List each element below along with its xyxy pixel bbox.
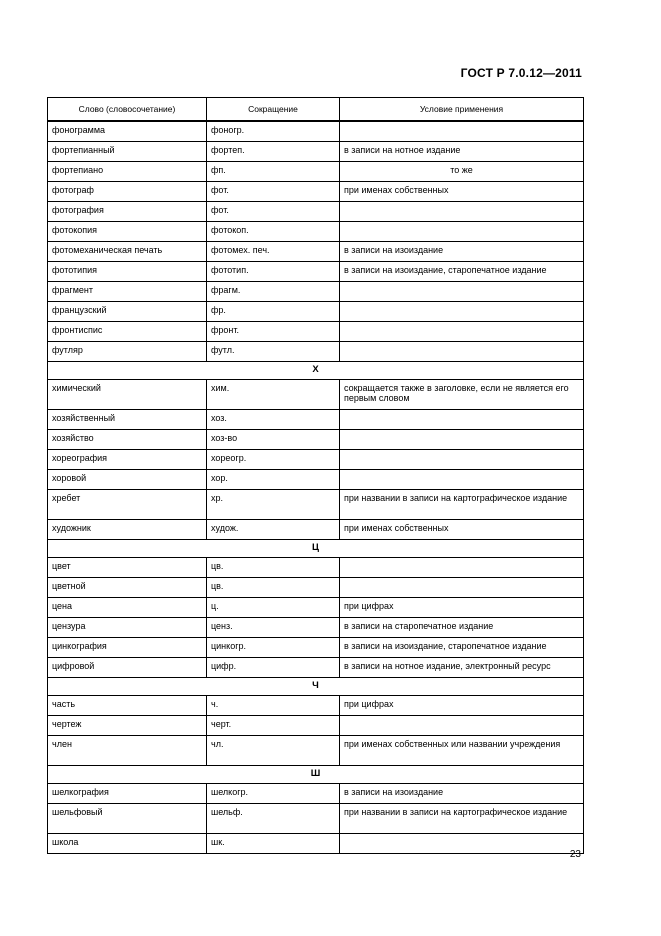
table-row [48, 618, 584, 638]
section-letter: Х [48, 362, 584, 380]
table-row [48, 242, 584, 262]
cell-word: цена [48, 598, 207, 618]
table-row [48, 322, 584, 342]
cell-condition: в записи на нотное издание [340, 142, 584, 162]
letter-section-row [48, 540, 584, 558]
table-row [48, 736, 584, 766]
section-letter: Ц [48, 540, 584, 558]
table-row [48, 804, 584, 834]
column-header-condition: Условие применения [340, 98, 584, 122]
table-header [48, 98, 584, 122]
table-row [48, 182, 584, 202]
cell-abbreviation: футл. [207, 342, 340, 362]
cell-abbreviation: чл. [207, 736, 340, 766]
cell-condition [340, 222, 584, 242]
table-row [48, 784, 584, 804]
page-number: 23 [569, 849, 581, 860]
cell-abbreviation: фот. [207, 202, 340, 222]
table-row [48, 410, 584, 430]
table-row [48, 222, 584, 242]
cell-word: цензура [48, 618, 207, 638]
cell-condition: в записи на изоиздание [340, 784, 584, 804]
cell-abbreviation: фронт. [207, 322, 340, 342]
cell-abbreviation: хор. [207, 470, 340, 490]
cell-condition [340, 302, 584, 322]
cell-condition: при цифрах [340, 696, 584, 716]
abbreviations-table [47, 97, 584, 854]
table-body [48, 121, 584, 854]
cell-condition: при именах собственных [340, 520, 584, 540]
table-row [48, 638, 584, 658]
cell-condition [340, 558, 584, 578]
cell-word: хоровой [48, 470, 207, 490]
cell-abbreviation: худож. [207, 520, 340, 540]
cell-abbreviation: фп. [207, 162, 340, 182]
table-row [48, 598, 584, 618]
cell-abbreviation: шк. [207, 834, 340, 854]
cell-word: хозяйственный [48, 410, 207, 430]
cell-condition: то же [340, 162, 584, 182]
cell-word: цвет [48, 558, 207, 578]
cell-condition: в записи на изоиздание [340, 242, 584, 262]
letter-section-row [48, 766, 584, 784]
column-header-word: Слово (словосочетание) [48, 98, 207, 122]
cell-word: чертеж [48, 716, 207, 736]
cell-abbreviation: фрагм. [207, 282, 340, 302]
cell-abbreviation: фототип. [207, 262, 340, 282]
cell-condition: в записи на изоиздание, старопечатное издание [340, 638, 584, 658]
cell-word: фотомеханическая печать [48, 242, 207, 262]
cell-condition [340, 202, 584, 222]
cell-condition: в записи на нотное издание, электронный ресурс [340, 658, 584, 678]
cell-condition: при цифрах [340, 598, 584, 618]
cell-word: фортепианный [48, 142, 207, 162]
table-row [48, 430, 584, 450]
cell-condition [340, 578, 584, 598]
cell-word: фронтиспис [48, 322, 207, 342]
cell-word: часть [48, 696, 207, 716]
cell-word: художник [48, 520, 207, 540]
cell-condition: в записи на старопечатное издание [340, 618, 584, 638]
cell-word: фонограмма [48, 121, 207, 142]
table-row [48, 282, 584, 302]
table-row [48, 380, 584, 410]
cell-word: шельфовый [48, 804, 207, 834]
cell-word: фотограф [48, 182, 207, 202]
cell-word: хребет [48, 490, 207, 520]
cell-abbreviation: фотокоп. [207, 222, 340, 242]
cell-abbreviation: фортеп. [207, 142, 340, 162]
table-row [48, 121, 584, 142]
table-row [48, 142, 584, 162]
cell-condition [340, 410, 584, 430]
cell-word: шелкография [48, 784, 207, 804]
cell-condition: при названии в записи на картографическое издание [340, 804, 584, 834]
table-row [48, 658, 584, 678]
table-row [48, 162, 584, 182]
cell-condition [340, 121, 584, 142]
cell-abbreviation: хим. [207, 380, 340, 410]
cell-abbreviation: фр. [207, 302, 340, 322]
table-row [48, 834, 584, 854]
cell-condition: при именах собственных или названии учреждения [340, 736, 584, 766]
cell-abbreviation: хоз-во [207, 430, 340, 450]
cell-condition: в записи на изоиздание, старопечатное издание [340, 262, 584, 282]
column-header-abbreviation: Сокращение [207, 98, 340, 122]
cell-abbreviation: цифр. [207, 658, 340, 678]
cell-word: футляр [48, 342, 207, 362]
cell-abbreviation: цв. [207, 578, 340, 598]
cell-word: химический [48, 380, 207, 410]
cell-abbreviation: фотомех. печ. [207, 242, 340, 262]
cell-word: фототипия [48, 262, 207, 282]
cell-condition [340, 342, 584, 362]
cell-abbreviation: цв. [207, 558, 340, 578]
cell-word: фрагмент [48, 282, 207, 302]
cell-word: цинкография [48, 638, 207, 658]
section-letter: Ч [48, 678, 584, 696]
cell-word: хозяйство [48, 430, 207, 450]
cell-condition [340, 430, 584, 450]
table-row [48, 450, 584, 470]
table-row [48, 716, 584, 736]
cell-abbreviation: фоногр. [207, 121, 340, 142]
cell-condition [340, 716, 584, 736]
cell-word: цветной [48, 578, 207, 598]
cell-condition: при названии в записи на картографическое издание [340, 490, 584, 520]
cell-word: фортепиано [48, 162, 207, 182]
table-row [48, 342, 584, 362]
cell-condition [340, 282, 584, 302]
cell-abbreviation: хореогр. [207, 450, 340, 470]
cell-abbreviation: ценз. [207, 618, 340, 638]
cell-abbreviation: цинкогр. [207, 638, 340, 658]
table-row [48, 202, 584, 222]
cell-word: французский [48, 302, 207, 322]
cell-abbreviation: ц. [207, 598, 340, 618]
cell-condition [340, 450, 584, 470]
cell-abbreviation: шелкогр. [207, 784, 340, 804]
cell-word: фотокопия [48, 222, 207, 242]
cell-condition: сокращается также в заголовке, если не является его первым словом [340, 380, 584, 410]
cell-word: член [48, 736, 207, 766]
cell-word: хореография [48, 450, 207, 470]
cell-abbreviation: фот. [207, 182, 340, 202]
letter-section-row [48, 678, 584, 696]
table-row [48, 302, 584, 322]
table-row [48, 578, 584, 598]
table-row [48, 696, 584, 716]
cell-abbreviation: хоз. [207, 410, 340, 430]
cell-condition [340, 322, 584, 342]
cell-word: цифровой [48, 658, 207, 678]
cell-word: школа [48, 834, 207, 854]
cell-condition [340, 470, 584, 490]
cell-abbreviation: хр. [207, 490, 340, 520]
cell-abbreviation: черт. [207, 716, 340, 736]
cell-condition [340, 834, 584, 854]
table-row [48, 558, 584, 578]
table-row [48, 262, 584, 282]
cell-word: фотография [48, 202, 207, 222]
table-row [48, 470, 584, 490]
cell-condition: при именах собственных [340, 182, 584, 202]
document-id-header: ГОСТ Р 7.0.12—2011 [460, 66, 582, 80]
table-row [48, 520, 584, 540]
letter-section-row [48, 362, 584, 380]
section-letter: Ш [48, 766, 584, 784]
cell-abbreviation: шельф. [207, 804, 340, 834]
cell-abbreviation: ч. [207, 696, 340, 716]
table-row [48, 490, 584, 520]
